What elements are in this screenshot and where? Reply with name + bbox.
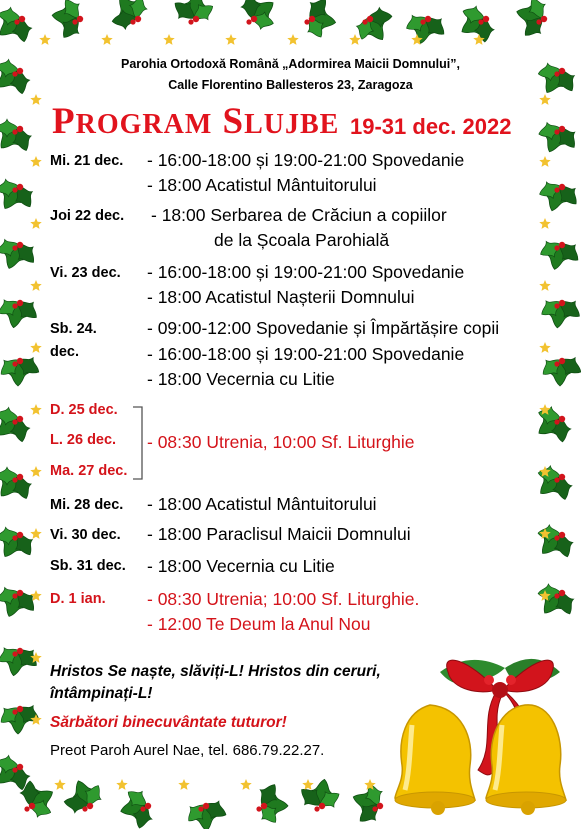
title-initial-p: P xyxy=(52,101,76,142)
day-label: Mi. 28 dec. xyxy=(50,497,124,513)
event-line: - 16:00-18:00 și 19:00-21:00 Spovedanie xyxy=(147,150,465,170)
event-line-holiday: - 08:30 Utrenia, 10:00 Sf. Liturghie xyxy=(147,432,415,452)
day-label-holiday: D. 1 ian. xyxy=(50,591,106,607)
priest-contact: Preot Paroh Aurel Nae, tel. 686.79.22.27. xyxy=(50,742,325,759)
day-label: Mi. 21 dec. xyxy=(50,153,124,169)
event-line: - 18:00 Acatistul Mântuitorului xyxy=(147,494,377,514)
event-line-holiday: - 08:30 Utrenia; 10:00 Sf. Liturghie. xyxy=(147,589,420,609)
event-line: - 18:00 Serbarea de Crăciun a copiilor xyxy=(151,205,447,225)
program-dates: 19-31 dec. 2022 xyxy=(350,114,512,139)
day-label-continued: dec. xyxy=(50,344,80,360)
day-label: Vi. 30 dec. xyxy=(50,527,121,543)
title-rest-rogram: ROGRAM xyxy=(75,109,213,140)
event-line: - 18:00 Acatistul Nașterii Domnului xyxy=(147,287,415,307)
event-line: - 16:00-18:00 și 19:00-21:00 Spovedanie xyxy=(147,262,465,282)
parish-address: Calle Florentino Ballesteros 23, Zaragoza xyxy=(168,78,413,92)
title-rest-lujbe: LUJBE xyxy=(244,109,340,140)
parish-name: Parohia Ortodoxă Română „Adormirea Maicii Domnului”, xyxy=(121,57,460,71)
event-line: - 18:00 Vecernia cu Litie xyxy=(147,369,335,389)
title-initial-s: S xyxy=(222,101,245,142)
event-line: - 18:00 Vecernia cu Litie xyxy=(147,556,335,576)
event-line: - 18:00 Acatistul Mântuitorului xyxy=(147,175,377,195)
event-line: - 09:00-12:00 Spovedanie și Împărtășire copii xyxy=(147,318,500,338)
event-line-holiday: - 12:00 Te Deum la Anul Nou xyxy=(147,614,371,634)
day-label-holiday: Ma. 27 dec. xyxy=(50,463,128,479)
greeting-line: întâmpinați-L! xyxy=(50,685,153,702)
event-line: de la Școala Parohială xyxy=(214,230,390,250)
day-label-holiday: D. 25 dec. xyxy=(50,402,118,418)
day-label: Vi. 23 dec. xyxy=(50,265,121,281)
wishes-line: Sărbători binecuvântate tuturor! xyxy=(50,714,287,731)
day-label-holiday: L. 26 dec. xyxy=(50,432,117,448)
day-label: Sb. 31 dec. xyxy=(50,558,126,574)
program-title xyxy=(52,100,339,143)
event-line: - 16:00-18:00 și 19:00-21:00 Spovedanie xyxy=(147,344,465,364)
event-line: - 18:00 Paraclisul Maicii Domnului xyxy=(147,524,411,544)
greeting-line: Hristos Se naște, slăviți-L! Hristos din ceruri, xyxy=(50,663,381,680)
day-label: Sb. 24. xyxy=(50,321,97,337)
day-label: Joi 22 dec. xyxy=(50,208,125,224)
